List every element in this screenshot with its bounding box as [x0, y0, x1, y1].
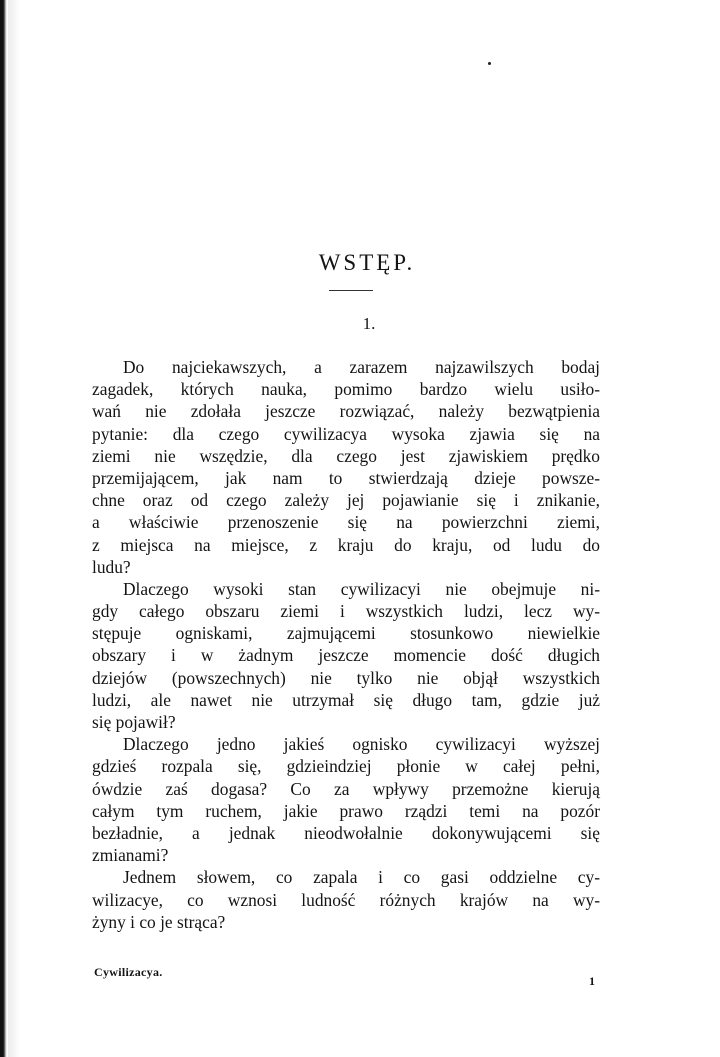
- heading-rule: [329, 290, 373, 291]
- text-line: gdzieś rozpala się, gdzieindziej płonie w całej pełni,: [92, 756, 600, 777]
- text-line: się pojawił?: [92, 712, 176, 732]
- text-line: żyny i co je strąca?: [92, 911, 226, 932]
- binding-shadow: [8, 0, 20, 1057]
- text-line: ludzi, ale nawet nie utrzymał się długo tam, gdzie już: [92, 689, 600, 710]
- text-line: chne oraz od czego zależy jej pojawianie się i znikanie,: [92, 490, 600, 511]
- section-number: 1.: [362, 314, 376, 333]
- text-line: z miejsca na miejsce, z kraju do kraju, od ludu do: [92, 534, 600, 555]
- text-line: Do najciekawszych, a zarazem najzawilszych bodaj: [123, 357, 600, 377]
- ink-speck: [488, 62, 491, 65]
- text-line: wilizacye, co wznosi ludność różnych krajów na wy-: [92, 889, 600, 910]
- text-line: gdy całego obszaru ziemi i wszystkich ludzi, lecz wy-: [92, 601, 600, 622]
- text-line: ludu?: [92, 556, 131, 577]
- signature-mark: Cywilizacya.: [94, 965, 163, 979]
- text-line: bezładnie, a jednak nieodwołalnie dokonywującemi się: [92, 822, 600, 843]
- text-line: Jednem słowem, co zapala i co gasi oddzielne cy-: [123, 867, 600, 888]
- page-number: 1: [589, 974, 595, 988]
- text-line: zmianami?: [92, 845, 169, 866]
- text-line: ziemi nie wszędzie, dla czego jest zjawiskiem prędko: [92, 445, 600, 466]
- text-line: zagadek, których nauka, pomimo bardzo wielu usiło-: [92, 379, 600, 400]
- text-line: pytanie: dla czego cywilizacya wysoka zjawia się na: [92, 423, 600, 444]
- chapter-heading: WSTĘP.: [318, 250, 416, 275]
- text-line: Dlaczego wysoki stan cywilizacyi nie obejmuje ni-: [123, 578, 600, 599]
- text-line: wań nie zdołała jeszcze rozwiązać, należy bezwątpienia: [92, 401, 600, 422]
- text-line: stępuje ogniskami, zajmującemi stosunkowo niewielkie: [92, 623, 600, 644]
- text-line: a właściwie przenoszenie się na powierzchni ziemi,: [92, 512, 600, 533]
- text-line: dziejów (powszechnych) nie tylko nie objął wszystkich: [92, 667, 600, 688]
- text-line: całym tym ruchem, jakie prawo rządzi temi na pozór: [92, 800, 600, 821]
- text-line: obszary i w żadnym jeszcze momencie dość długich: [92, 645, 600, 666]
- text-line: ówdzie zaś dogasa? Co za wpływy przemożne kierują: [92, 778, 600, 799]
- binding-edge: [0, 0, 7, 1057]
- text-line: Dlaczego jedno jakieś ognisko cywilizacyi wyższej: [123, 734, 600, 755]
- body-text: [92, 356, 600, 933]
- text-line: przemijającem, jak nam to stwierdzają dzieje powsze-: [92, 467, 600, 488]
